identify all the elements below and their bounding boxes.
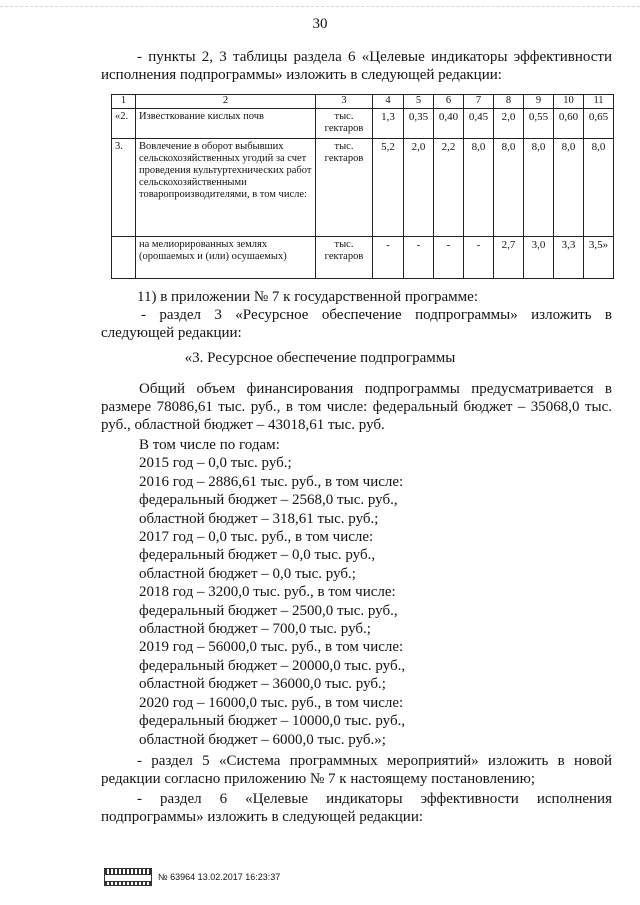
header-cell: 10 bbox=[554, 95, 584, 109]
list-item: 2017 год – 0,0 тыс. руб., в том числе: bbox=[139, 529, 374, 546]
list-item: областной бюджет – 318,61 тыс. руб.; bbox=[139, 510, 379, 527]
list-item: областной бюджет – 36000,0 тыс. руб.; bbox=[139, 676, 386, 693]
value-cell: 0,60 bbox=[554, 109, 584, 139]
unit-cell: тыс. гектаров bbox=[316, 237, 373, 279]
header-cell: 5 bbox=[404, 95, 434, 109]
item-11-paragraph: 11) в приложении № 7 к государственной программе: bbox=[137, 289, 478, 305]
header-cell: 7 bbox=[464, 95, 494, 109]
indicator-name: Вовлечение в оборот выбывших сельскохозяйственных угодий за счет проведения культуртехнических работ сельскохозяйственными товаропроизводителями, в том числе: bbox=[136, 139, 316, 237]
total-financing-paragraph: Общий объем финансирования подпрограммы предусматривается в размере 78086,61 тыс. руб., в том числе: федеральный бюджет – 35068,0 тыс. руб., областной бюджет – 43018,61 тыс. руб. bbox=[101, 381, 612, 433]
value-cell: 5,2 bbox=[373, 139, 404, 237]
value-cell: - bbox=[434, 237, 464, 279]
year-breakdown-list bbox=[139, 436, 405, 749]
section-6-instruction: - раздел 6 «Целевые индикаторы эффективности исполнения подпрограммы» изложить в следующей редакции: bbox=[101, 791, 612, 825]
list-item: В том числе по годам: bbox=[139, 437, 280, 453]
table-row bbox=[112, 237, 614, 279]
registry-logo-icon bbox=[104, 868, 152, 886]
list-item: 2020 год – 16000,0 тыс. руб., в том числе: bbox=[139, 694, 404, 711]
indicator-name: Известкование кислых почв bbox=[136, 109, 316, 139]
list-item: федеральный бюджет – 2500,0 тыс. руб., bbox=[139, 602, 398, 619]
section-5-instruction: - раздел 5 «Система программных мероприятий» изложить в новой редакции согласно приложению № 7 к настоящему постановлению; bbox=[101, 753, 612, 787]
list-item: федеральный бюджет – 10000,0 тыс. руб., bbox=[139, 713, 406, 730]
value-cell: 3,5» bbox=[584, 237, 614, 279]
header-cell: 8 bbox=[494, 95, 524, 109]
value-cell: 1,3 bbox=[373, 109, 404, 139]
value-cell: 3,3 bbox=[554, 237, 584, 279]
table-row bbox=[112, 109, 614, 139]
list-item: федеральный бюджет – 2568,0 тыс. руб., bbox=[139, 492, 398, 509]
value-cell: 0,65 bbox=[584, 109, 614, 139]
table-header-row bbox=[112, 95, 614, 109]
header-cell: 3 bbox=[316, 95, 373, 109]
unit-cell: тыс. гектаров bbox=[316, 109, 373, 139]
value-cell: 3,0 bbox=[524, 237, 554, 279]
list-item: федеральный бюджет – 0,0 тыс. руб., bbox=[139, 547, 376, 564]
header-cell: 4 bbox=[373, 95, 404, 109]
document-stamp: № 63964 13.02.2017 16:23:37 bbox=[158, 872, 281, 882]
list-item: 2018 год – 3200,0 тыс. руб., в том числе: bbox=[139, 584, 396, 601]
section-3-instruction: - раздел 3 «Ресурсное обеспечение подпрограммы» изложить в следующей редакции: bbox=[101, 307, 612, 341]
list-item: областной бюджет – 6000,0 тыс. руб.»; bbox=[139, 731, 386, 748]
header-cell: 2 bbox=[136, 95, 316, 109]
value-cell: 0,35 bbox=[404, 109, 434, 139]
value-cell: 2,0 bbox=[404, 139, 434, 237]
table-row bbox=[112, 139, 614, 237]
list-item: 2015 год – 0,0 тыс. руб.; bbox=[139, 455, 292, 472]
section-heading: «3. Ресурсное обеспечение подпрограммы bbox=[184, 350, 456, 366]
indicator-name: на мелиорированных землях (орошаемых и (или) осушаемых) bbox=[136, 237, 316, 279]
page-number: 30 bbox=[312, 16, 328, 32]
scan-edge-marks bbox=[0, 6, 640, 11]
header-cell: 11 bbox=[584, 95, 614, 109]
indicators-table bbox=[111, 94, 614, 279]
value-cell: 8,0 bbox=[494, 139, 524, 237]
value-cell: - bbox=[373, 237, 404, 279]
intro-paragraph: - пункты 2, 3 таблицы раздела 6 «Целевые индикаторы эффективности исполнения подпрограммы» изложить в следующей редакции: bbox=[101, 49, 612, 83]
header-cell: 6 bbox=[434, 95, 464, 109]
row-number: 3. bbox=[112, 139, 136, 237]
document-footer bbox=[104, 868, 280, 886]
value-cell: 8,0 bbox=[464, 139, 494, 237]
list-item: областной бюджет – 0,0 тыс. руб.; bbox=[139, 565, 356, 582]
header-cell: 9 bbox=[524, 95, 554, 109]
value-cell: 0,40 bbox=[434, 109, 464, 139]
value-cell: 0,45 bbox=[464, 109, 494, 139]
value-cell: 8,0 bbox=[554, 139, 584, 237]
value-cell: 2,7 bbox=[494, 237, 524, 279]
value-cell: 0,55 bbox=[524, 109, 554, 139]
unit-cell: тыс. гектаров bbox=[316, 139, 373, 237]
value-cell: 8,0 bbox=[524, 139, 554, 237]
value-cell: 2,2 bbox=[434, 139, 464, 237]
value-cell: - bbox=[464, 237, 494, 279]
value-cell: - bbox=[404, 237, 434, 279]
list-item: 2016 год – 2886,61 тыс. руб., в том числе: bbox=[139, 473, 404, 490]
header-cell: 1 bbox=[112, 95, 136, 109]
list-item: федеральный бюджет – 20000,0 тыс. руб., bbox=[139, 657, 406, 674]
list-item: 2019 год – 56000,0 тыс. руб., в том числе: bbox=[139, 639, 404, 656]
value-cell: 2,0 bbox=[494, 109, 524, 139]
row-number bbox=[112, 237, 136, 279]
value-cell: 8,0 bbox=[584, 139, 614, 237]
list-item: областной бюджет – 700,0 тыс. руб.; bbox=[139, 621, 371, 638]
row-number: «2. bbox=[112, 109, 136, 139]
